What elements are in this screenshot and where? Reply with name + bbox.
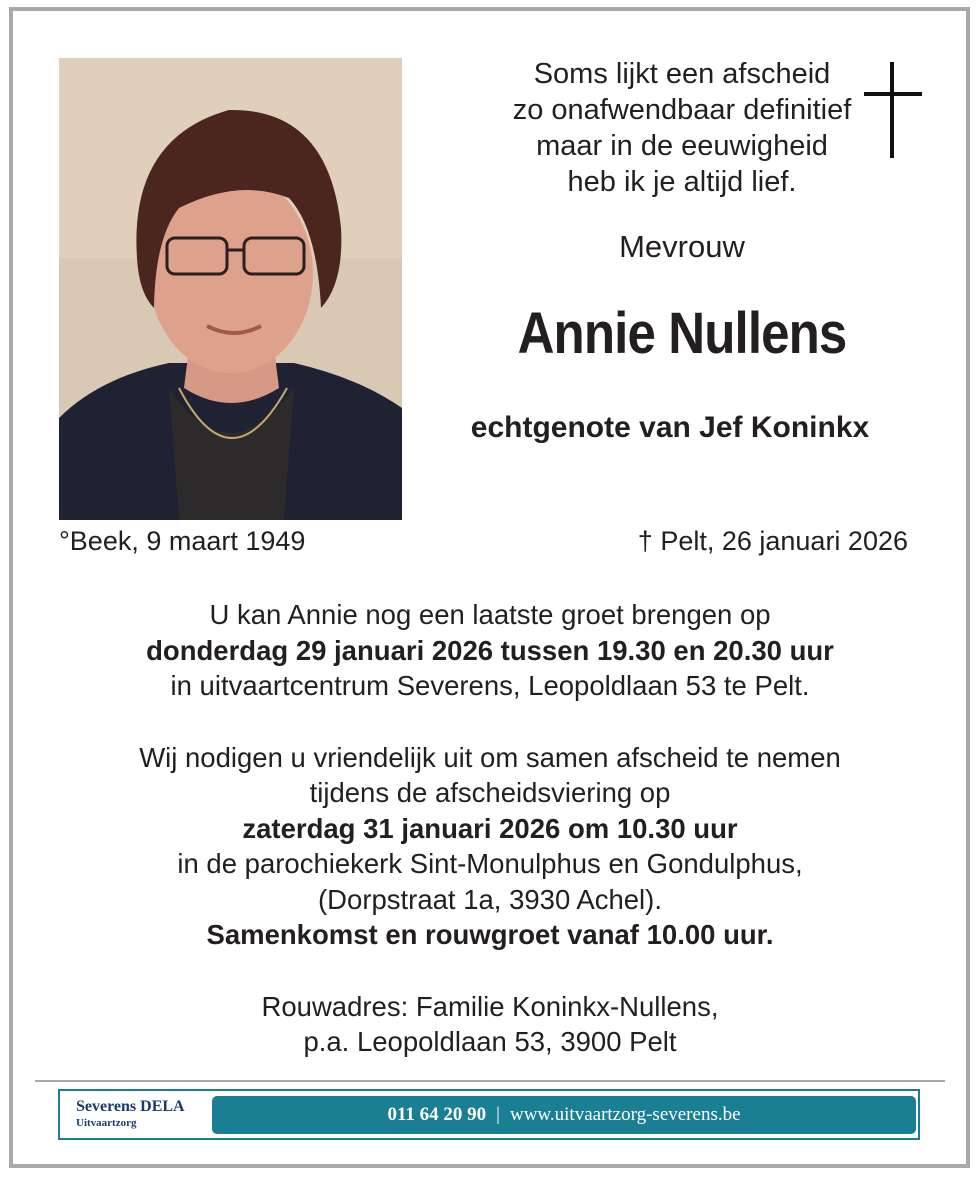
portrait-photo [59,58,402,520]
service-line-1: Wij nodigen u vriendelijk uit om samen afscheid te nemen [139,741,841,773]
poem-line: maar in de eeuwigheid [536,130,828,162]
death-info: † Pelt, 26 januari 2026 [637,526,908,556]
notice-body [40,597,940,1060]
service-church: in de parochiekerk Sint-Monulphus en Gondulphus, [177,848,803,879]
logo-brand: Severens DELA [76,1098,185,1115]
funeral-home-footer [58,1089,920,1140]
mourning-address-1: Rouwadres: Familie Koninkx-Nullens, [261,990,719,1022]
viewing-date: donderdag 29 januari 2026 tussen 19.30 en 20.30 uur [146,634,834,666]
poem-line: zo onafwendbaar definitief [512,94,852,126]
funeral-home-logo [76,1098,185,1130]
divider [35,1080,945,1082]
website-link[interactable]: www.uitvaartzorg-severens.be [509,1104,741,1125]
poem [452,56,912,200]
separator: | [496,1104,500,1125]
service-address: (Dorpstraat 1a, 3930 Achel). [318,883,662,915]
contact-bar [212,1096,916,1134]
viewing-line-1: U kan Annie nog een laatste groet brengen op [209,599,771,630]
service-date: zaterdag 31 januari 2026 om 10.30 uur [242,812,738,844]
logo-subtitle: Uitvaartzorg [76,1117,137,1129]
spouse-line: echtgenote van Jef Koninkx [470,411,870,444]
deceased-name: Annie Nullens [517,301,847,366]
service-line-2: tijdens de afscheidsviering op [309,777,671,808]
cross-icon [864,62,922,158]
honorific: Mevrouw [619,229,745,264]
poem-line: heb ik je altijd lief. [567,166,797,198]
phone-number[interactable]: 011 64 20 90 [387,1104,487,1125]
birth-info: °Beek, 9 maart 1949 [59,526,306,556]
poem-line: Soms lijkt een afscheid [533,58,831,90]
mourning-address-2: p.a. Leopoldlaan 53, 3900 Pelt [303,1026,677,1057]
gathering-time: Samenkomst en rouwgroet vanaf 10.00 uur. [206,919,774,950]
viewing-location: in uitvaartcentrum Severens, Leopoldlaan 53 te Pelt. [170,670,810,701]
